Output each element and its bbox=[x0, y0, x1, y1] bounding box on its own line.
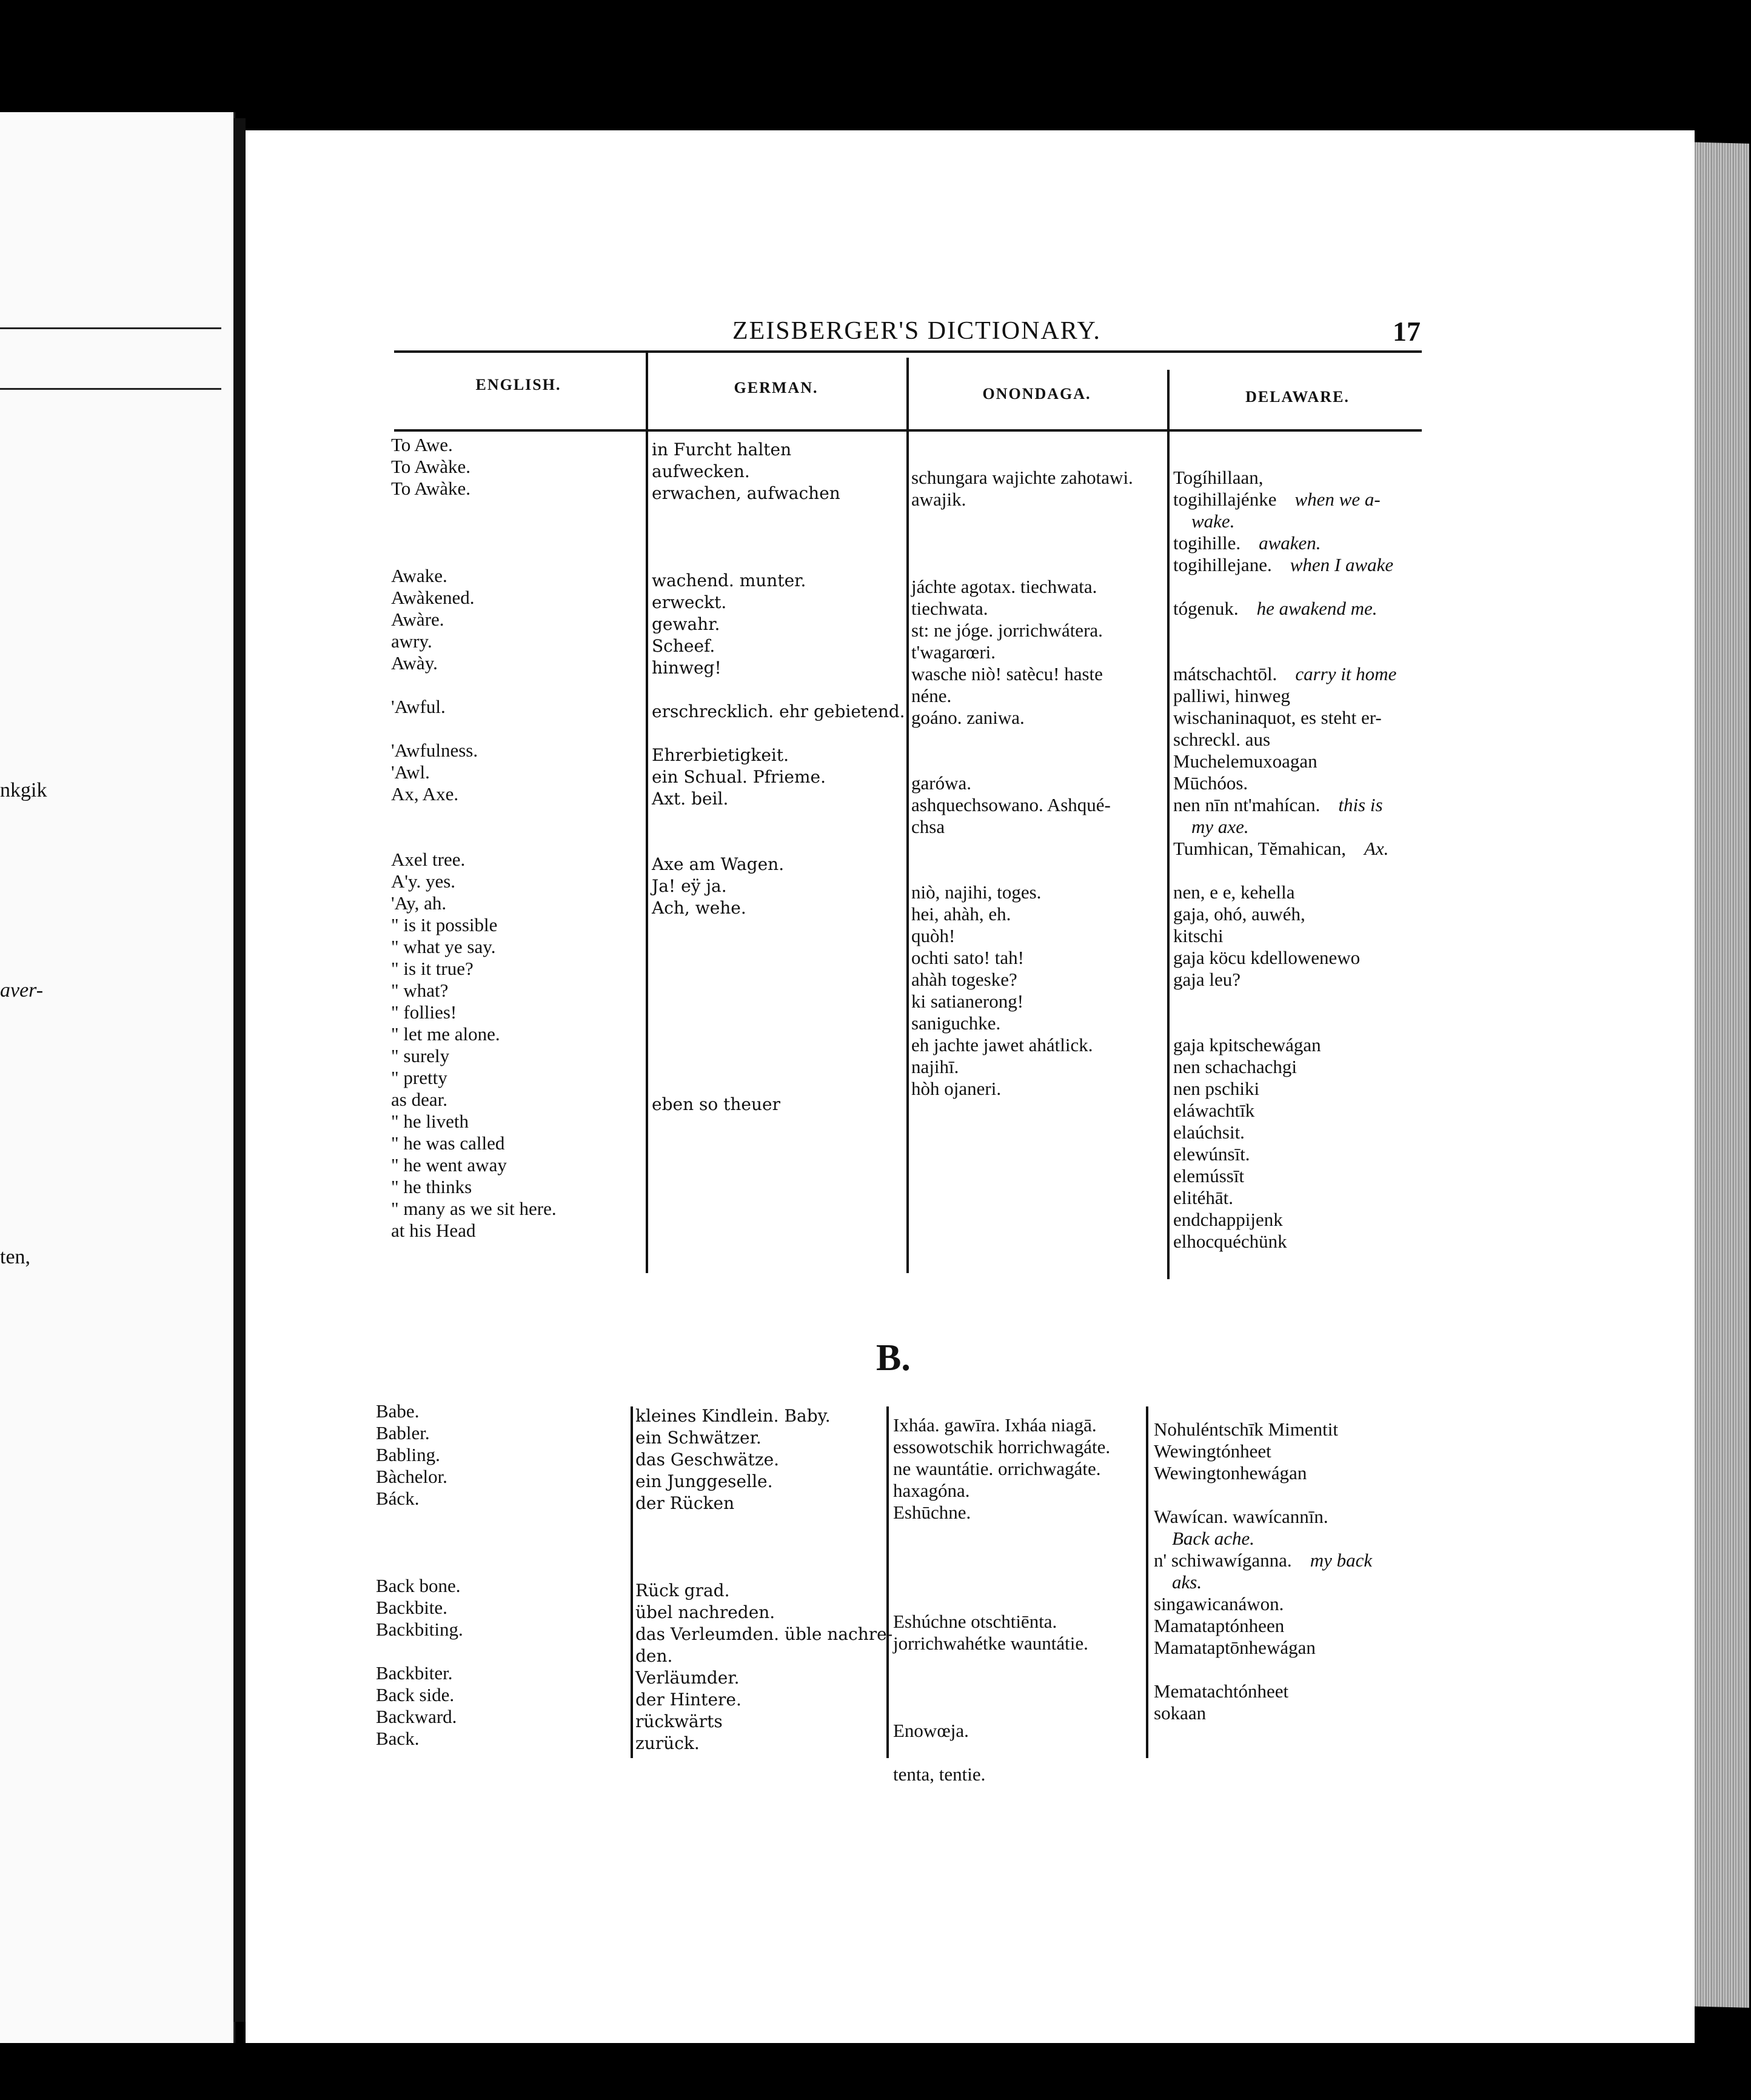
delaware-entry bbox=[1173, 467, 1396, 489]
english-entry bbox=[391, 674, 557, 696]
delaware-entry bbox=[1173, 1078, 1396, 1100]
english-entry: Backbiter. bbox=[376, 1662, 453, 1684]
column-divider bbox=[906, 358, 909, 1273]
delaware-entry-text: elemússīt bbox=[1173, 1165, 1245, 1186]
header-top-rule bbox=[394, 350, 1422, 353]
english-entry: " is it possible bbox=[391, 914, 498, 935]
delaware-entry-gloss: when I awake bbox=[1290, 554, 1394, 575]
german-entry: rückwärts bbox=[635, 1711, 723, 1731]
section-letter: B. bbox=[876, 1337, 911, 1379]
english-entry: Babler. bbox=[376, 1422, 430, 1443]
german-entry: eben so theuer bbox=[652, 1094, 780, 1114]
delaware-entry-text: Mamataptōnhewágan bbox=[1154, 1637, 1316, 1658]
english-entry: " he liveth bbox=[391, 1111, 469, 1132]
onondaga-entry: jorrichwahétke wauntátie. bbox=[893, 1633, 1088, 1654]
english-entry: To Awàke. bbox=[391, 456, 471, 477]
english-entry: 'Awfulness. bbox=[391, 740, 478, 761]
onondaga-entry: garówa. bbox=[911, 772, 971, 794]
delaware-entry bbox=[1173, 489, 1396, 510]
german-entry bbox=[652, 985, 905, 1006]
onondaga-entry: ashquechsowano. Ashqué- bbox=[911, 794, 1111, 815]
delaware-entry-text: nen schachachgi bbox=[1173, 1056, 1297, 1077]
german-entry: in Furcht halten bbox=[652, 440, 792, 460]
delaware-entry bbox=[1173, 860, 1396, 881]
delaware-entry bbox=[1173, 969, 1396, 991]
english-entry: Back bone. bbox=[376, 1575, 461, 1596]
english-entry bbox=[391, 718, 557, 740]
onondaga-entry: najihī. bbox=[911, 1056, 959, 1077]
delaware-entry-gloss: when we a- bbox=[1294, 489, 1381, 510]
english-entry bbox=[376, 1531, 463, 1553]
delaware-entry bbox=[1173, 663, 1396, 685]
german-entry: kleines Kindlein. Baby. bbox=[635, 1406, 831, 1426]
onondaga-entry: eh jachte jawet ahátlick. bbox=[911, 1034, 1093, 1055]
delaware-entry-text: elhocquéchünk bbox=[1173, 1231, 1287, 1252]
onondaga-entry bbox=[911, 445, 1133, 467]
english-entry bbox=[391, 521, 557, 543]
english-entry: as dear. bbox=[391, 1089, 447, 1110]
onondaga-entry: Eshúchne otschtiēnta. bbox=[893, 1611, 1057, 1632]
onondaga-entry bbox=[893, 1654, 1110, 1676]
english-entry: Bàchelor. bbox=[376, 1466, 447, 1487]
english-entry: Backbiting. bbox=[376, 1619, 463, 1640]
german-entry: der Hintere. bbox=[635, 1690, 742, 1710]
onondaga-entry: wasche niò! satècu! haste bbox=[911, 663, 1103, 684]
delaware-entry bbox=[1154, 1702, 1372, 1724]
column-header-onondaga: ONONDAGA. bbox=[982, 385, 1091, 403]
column-header-german: GERMAN. bbox=[734, 379, 819, 396]
delaware-entry-text: Togíhillaan, bbox=[1173, 467, 1264, 488]
delaware-entry bbox=[1173, 881, 1396, 903]
english-entry: To Awe. bbox=[391, 434, 453, 455]
delaware-column bbox=[1173, 467, 1396, 1252]
delaware-entry-text: nen pschiki bbox=[1173, 1078, 1260, 1099]
previous-page-fragment: aver- bbox=[0, 979, 44, 1002]
delaware-entry-gloss: he awakend me. bbox=[1256, 598, 1378, 619]
previous-page bbox=[0, 112, 235, 2043]
german-entry bbox=[635, 1536, 892, 1558]
column-divider bbox=[631, 1406, 633, 1758]
german-entry: den. bbox=[635, 1646, 673, 1666]
delaware-entry bbox=[1173, 1209, 1396, 1231]
english-entry: Back side. bbox=[376, 1684, 455, 1705]
previous-page-fragment: ten, bbox=[0, 1246, 31, 1268]
german-entry: das Verleumden. üble nachre- bbox=[635, 1624, 893, 1644]
onondaga-entry: t'wagarœri. bbox=[911, 641, 996, 663]
delaware-entry bbox=[1154, 1528, 1372, 1550]
german-entry: Ehrerbietigkeit. bbox=[652, 745, 789, 765]
english-column bbox=[391, 434, 557, 1242]
german-entry: hinweg! bbox=[652, 658, 721, 678]
delaware-entry bbox=[1173, 554, 1396, 576]
german-entry: wachend. munter. bbox=[652, 570, 806, 590]
onondaga-entry: chsa bbox=[911, 816, 945, 837]
delaware-entry-text: nen nīn nt'mahícan. bbox=[1173, 794, 1321, 815]
delaware-entry bbox=[1154, 1615, 1372, 1637]
german-entry: der Rücken bbox=[635, 1493, 735, 1513]
german-entry bbox=[652, 526, 905, 548]
running-title: ZEISBERGER'S DICTIONARY. bbox=[732, 317, 1101, 345]
english-entry: Backward. bbox=[376, 1706, 457, 1727]
onondaga-entry: hòh ojaneri. bbox=[911, 1078, 1002, 1099]
german-entry bbox=[652, 963, 905, 985]
column-header-delaware: DELAWARE. bbox=[1245, 388, 1350, 406]
german-entry: ein Junggeselle. bbox=[635, 1471, 773, 1491]
column-header-english: ENGLISH. bbox=[475, 376, 561, 393]
onondaga-entry: schungara wajichte zahotawi. bbox=[911, 467, 1133, 488]
delaware-entry bbox=[1173, 1143, 1396, 1165]
english-entry: Awàre. bbox=[391, 609, 444, 630]
delaware-entry-gloss: Ax. bbox=[1364, 838, 1389, 859]
onondaga-entry bbox=[893, 1523, 1110, 1545]
german-entry bbox=[652, 941, 905, 963]
delaware-entry bbox=[1173, 620, 1396, 641]
delaware-entry-text: kitschi bbox=[1173, 925, 1224, 946]
german-entry bbox=[652, 723, 905, 744]
delaware-entry bbox=[1173, 772, 1396, 794]
delaware-entry bbox=[1154, 1484, 1372, 1506]
onondaga-entry bbox=[911, 860, 1133, 881]
delaware-entry bbox=[1173, 794, 1396, 816]
english-entry: Báck. bbox=[376, 1488, 420, 1509]
delaware-entry bbox=[1154, 1659, 1372, 1680]
german-entry: erwachen, aufwachen bbox=[652, 483, 840, 503]
delaware-entry bbox=[1173, 903, 1396, 925]
delaware-entry-text: Mamataptónheen bbox=[1154, 1615, 1285, 1636]
english-entry bbox=[376, 1640, 463, 1662]
english-entry: Babling. bbox=[376, 1444, 440, 1465]
delaware-entry-text: palliwi, hinweg bbox=[1173, 685, 1290, 706]
german-entry: Axe am Wagen. bbox=[652, 854, 785, 874]
english-entry: " surely bbox=[391, 1045, 450, 1066]
onondaga-entry: tiechwata. bbox=[911, 598, 988, 619]
german-entry: erweckt. bbox=[652, 592, 727, 612]
delaware-entry-text: Mematachtónheet bbox=[1154, 1680, 1289, 1702]
delaware-entry-text: gaja, ohó, auwéh, bbox=[1173, 903, 1305, 925]
delaware-entry bbox=[1173, 991, 1396, 1012]
german-entry: aufwecken. bbox=[652, 461, 750, 481]
delaware-entry-text: schreckl. aus bbox=[1173, 729, 1271, 750]
german-entry bbox=[635, 1558, 892, 1580]
delaware-entry bbox=[1173, 576, 1396, 598]
onondaga-entry: jáchte agotax. tiechwata. bbox=[911, 576, 1097, 597]
delaware-entry-text: n' schiwawíganna. bbox=[1154, 1550, 1292, 1571]
onondaga-entry bbox=[911, 554, 1133, 576]
english-entry: To Awàke. bbox=[391, 478, 471, 499]
delaware-entry bbox=[1173, 1122, 1396, 1143]
onondaga-entry bbox=[893, 1589, 1110, 1611]
onondaga-entry: haxagóna. bbox=[893, 1480, 970, 1501]
onondaga-entry: st: ne jóge. jorrichwátera. bbox=[911, 620, 1103, 641]
onondaga-entry bbox=[893, 1698, 1110, 1720]
delaware-entry-text: Nohuléntschīk Mimentit bbox=[1154, 1419, 1338, 1440]
delaware-entry-text: Wewingtonhewágan bbox=[1154, 1462, 1307, 1483]
onondaga-entry bbox=[911, 729, 1133, 751]
delaware-entry-text: Mūchóos. bbox=[1173, 772, 1248, 794]
delaware-entry bbox=[1173, 816, 1396, 838]
delaware-entry-text: gaja kpitschewágan bbox=[1173, 1034, 1321, 1055]
delaware-entry-text: togihillajénke bbox=[1173, 489, 1277, 510]
delaware-entry bbox=[1154, 1550, 1372, 1571]
onondaga-entry: niò, najihi, toges. bbox=[911, 881, 1042, 903]
german-entry: gewahr. bbox=[652, 614, 720, 634]
onondaga-entry bbox=[911, 532, 1133, 554]
onondaga-entry: awajik. bbox=[911, 489, 966, 510]
german-entry bbox=[652, 548, 905, 570]
delaware-entry-text: Tumhican, Tĕmahican, bbox=[1173, 838, 1346, 859]
delaware-entry-gloss: my back bbox=[1310, 1550, 1373, 1571]
english-entry: Awày. bbox=[391, 652, 438, 674]
delaware-entry bbox=[1154, 1462, 1372, 1484]
delaware-entry bbox=[1154, 1637, 1372, 1659]
delaware-column bbox=[1154, 1419, 1372, 1724]
german-entry bbox=[652, 504, 905, 526]
german-entry: Axt. beil. bbox=[652, 789, 729, 809]
german-column bbox=[635, 1405, 892, 1754]
onondaga-entry: ahàh togeske? bbox=[911, 969, 1017, 990]
previous-page-rule bbox=[0, 388, 221, 390]
german-entry: das Geschwätze. bbox=[635, 1450, 780, 1470]
onondaga-entry: ki satianerong! bbox=[911, 991, 1024, 1012]
onondaga-entry: saniguchke. bbox=[911, 1012, 1001, 1034]
delaware-entry bbox=[1154, 1680, 1372, 1702]
delaware-entry-text: wischaninaquot, es steht er- bbox=[1173, 707, 1382, 728]
english-column bbox=[376, 1400, 463, 1750]
delaware-entry-text: Wewingtónheet bbox=[1154, 1440, 1271, 1462]
english-entry: Back. bbox=[376, 1728, 420, 1749]
english-entry: Axel tree. bbox=[391, 849, 466, 870]
english-entry: " he was called bbox=[391, 1132, 505, 1154]
delaware-entry bbox=[1173, 947, 1396, 969]
delaware-entry bbox=[1173, 1165, 1396, 1187]
delaware-entry-text: mátschachtōl. bbox=[1173, 663, 1277, 684]
english-entry: Babe. bbox=[376, 1400, 420, 1422]
delaware-entry bbox=[1173, 532, 1396, 554]
german-entry: Ja! eÿ ja. bbox=[652, 876, 727, 896]
german-entry: übel nachreden. bbox=[635, 1602, 775, 1622]
onondaga-entry bbox=[911, 510, 1133, 532]
delaware-entry-text: gaja leu? bbox=[1173, 969, 1241, 990]
delaware-entry bbox=[1154, 1506, 1372, 1528]
english-entry: A'y. yes. bbox=[391, 871, 456, 892]
onondaga-entry: tenta, tentie. bbox=[893, 1764, 986, 1785]
delaware-entry-gloss: this is bbox=[1338, 794, 1383, 815]
delaware-entry-text: singawicanáwon. bbox=[1154, 1593, 1284, 1614]
german-entry bbox=[652, 1072, 905, 1094]
onondaga-entry bbox=[893, 1676, 1110, 1698]
previous-page-rule bbox=[0, 327, 221, 329]
german-entry: Verläumder. bbox=[635, 1668, 740, 1688]
delaware-entry bbox=[1173, 1034, 1396, 1056]
german-entry bbox=[652, 1028, 905, 1050]
english-entry: " he went away bbox=[391, 1154, 507, 1175]
english-entry bbox=[391, 500, 557, 521]
delaware-entry bbox=[1173, 729, 1396, 751]
delaware-entry-gloss: aks. bbox=[1172, 1571, 1202, 1593]
german-entry bbox=[652, 679, 905, 701]
delaware-entry-text: tógenuk. bbox=[1173, 598, 1239, 619]
onondaga-entry bbox=[911, 838, 1133, 860]
german-entry: erschrecklich. ehr gebietend. bbox=[652, 701, 905, 721]
english-entry: " what? bbox=[391, 980, 449, 1001]
onondaga-entry: hei, ahàh, eh. bbox=[911, 903, 1011, 925]
onondaga-entry bbox=[893, 1567, 1110, 1589]
column-divider bbox=[1167, 370, 1170, 1279]
delaware-entry-gloss: awaken. bbox=[1259, 532, 1321, 553]
german-entry: Rück grad. bbox=[635, 1580, 730, 1600]
delaware-entry-text: elitéhāt. bbox=[1173, 1187, 1233, 1208]
delaware-entry-gloss: Back ache. bbox=[1172, 1528, 1254, 1549]
english-entry bbox=[391, 827, 557, 849]
delaware-entry-text: elewúnsīt. bbox=[1173, 1143, 1250, 1165]
delaware-entry bbox=[1173, 598, 1396, 620]
delaware-entry bbox=[1173, 1100, 1396, 1122]
delaware-entry-text: elaúchsit. bbox=[1173, 1122, 1245, 1143]
english-entry: 'Awl. bbox=[391, 761, 430, 783]
delaware-entry bbox=[1173, 1056, 1396, 1078]
delaware-entry bbox=[1154, 1571, 1372, 1593]
delaware-entry-text: nen, e e, kehella bbox=[1173, 881, 1295, 903]
delaware-entry bbox=[1173, 707, 1396, 729]
german-entry bbox=[652, 1050, 905, 1072]
english-entry: " he thinks bbox=[391, 1176, 472, 1197]
english-entry: Ax, Axe. bbox=[391, 783, 459, 804]
delaware-entry-text: togihillejane. bbox=[1173, 554, 1272, 575]
onondaga-entry: Eshūchne. bbox=[893, 1502, 971, 1523]
onondaga-column bbox=[893, 1414, 1110, 1785]
delaware-entry-gloss: my axe. bbox=[1191, 816, 1249, 837]
english-entry: 'Ay, ah. bbox=[391, 892, 447, 914]
english-entry: Backbite. bbox=[376, 1597, 447, 1618]
german-entry bbox=[652, 832, 905, 854]
german-entry: zurück. bbox=[635, 1733, 700, 1753]
german-entry: Ach, wehe. bbox=[652, 898, 746, 918]
delaware-entry-text: eláwachtīk bbox=[1173, 1100, 1255, 1121]
onondaga-entry: néne. bbox=[911, 685, 952, 706]
delaware-entry bbox=[1173, 1012, 1396, 1034]
english-entry bbox=[376, 1553, 463, 1575]
delaware-entry-gloss: carry it home bbox=[1295, 663, 1397, 684]
book-gutter bbox=[233, 118, 246, 2022]
delaware-entry-text: Wawícan. wawícannīn. bbox=[1154, 1506, 1328, 1527]
onondaga-entry bbox=[911, 423, 1133, 445]
english-entry: " let me alone. bbox=[391, 1023, 500, 1045]
onondaga-entry: ochti sato! tah! bbox=[911, 947, 1024, 968]
onondaga-entry: essowotschik horrichwagáte. bbox=[893, 1436, 1111, 1457]
german-entry: Scheef. bbox=[652, 636, 715, 656]
english-entry bbox=[376, 1510, 463, 1531]
column-divider bbox=[646, 352, 648, 1273]
onondaga-entry: Enowœja. bbox=[893, 1720, 969, 1741]
delaware-entry bbox=[1173, 1231, 1396, 1252]
delaware-entry-text: sokaan bbox=[1154, 1702, 1207, 1724]
english-entry: " what ye say. bbox=[391, 936, 496, 957]
english-entry: 'Awful. bbox=[391, 696, 446, 717]
english-entry: at his Head bbox=[391, 1220, 476, 1241]
delaware-entry-text: endchappijenk bbox=[1173, 1209, 1283, 1230]
delaware-entry-gloss: wake. bbox=[1191, 510, 1235, 532]
delaware-entry-text: togihille. bbox=[1173, 532, 1241, 553]
german-entry bbox=[635, 1514, 892, 1536]
english-entry: " is it true? bbox=[391, 958, 474, 979]
delaware-entry bbox=[1154, 1440, 1372, 1462]
delaware-entry-text: gaja köcu kdellowenewo bbox=[1173, 947, 1361, 968]
english-entry: " pretty bbox=[391, 1067, 447, 1088]
german-entry: ein Schual. Pfrieme. bbox=[652, 767, 826, 787]
page-number: 17 bbox=[1393, 316, 1421, 347]
delaware-entry bbox=[1173, 641, 1396, 663]
english-entry bbox=[391, 805, 557, 827]
english-entry: awry. bbox=[391, 630, 432, 652]
english-entry: Awàkened. bbox=[391, 587, 475, 608]
onondaga-column bbox=[911, 423, 1133, 1100]
delaware-entry bbox=[1154, 1593, 1372, 1615]
english-entry: " many as we sit here. bbox=[391, 1198, 557, 1219]
delaware-entry bbox=[1173, 751, 1396, 772]
onondaga-entry bbox=[893, 1545, 1110, 1567]
onondaga-entry: ne wauntátie. orrichwagáte. bbox=[893, 1458, 1101, 1479]
onondaga-entry: Ixháa. gawīra. Ixháa niagā. bbox=[893, 1414, 1097, 1436]
english-entry: Awake. bbox=[391, 565, 447, 586]
delaware-entry bbox=[1173, 685, 1396, 707]
delaware-entry bbox=[1173, 1187, 1396, 1209]
german-entry bbox=[652, 1006, 905, 1028]
delaware-entry bbox=[1173, 510, 1396, 532]
english-entry bbox=[391, 543, 557, 565]
onondaga-entry: quòh! bbox=[911, 925, 956, 946]
delaware-entry-text: Muchelemuxoagan bbox=[1173, 751, 1317, 772]
delaware-entry bbox=[1173, 838, 1396, 860]
german-entry bbox=[652, 919, 905, 941]
german-entry: ein Schwätzer. bbox=[635, 1428, 762, 1448]
delaware-entry bbox=[1173, 925, 1396, 947]
english-entry: " follies! bbox=[391, 1002, 457, 1023]
previous-page-fragment: nkgik bbox=[0, 779, 47, 801]
onondaga-entry: goáno. zaniwa. bbox=[911, 707, 1025, 728]
column-divider bbox=[1146, 1406, 1148, 1758]
onondaga-entry bbox=[893, 1742, 1110, 1764]
german-entry bbox=[652, 810, 905, 832]
delaware-entry bbox=[1154, 1419, 1372, 1440]
german-column bbox=[652, 439, 905, 1115]
onondaga-entry bbox=[911, 751, 1133, 772]
